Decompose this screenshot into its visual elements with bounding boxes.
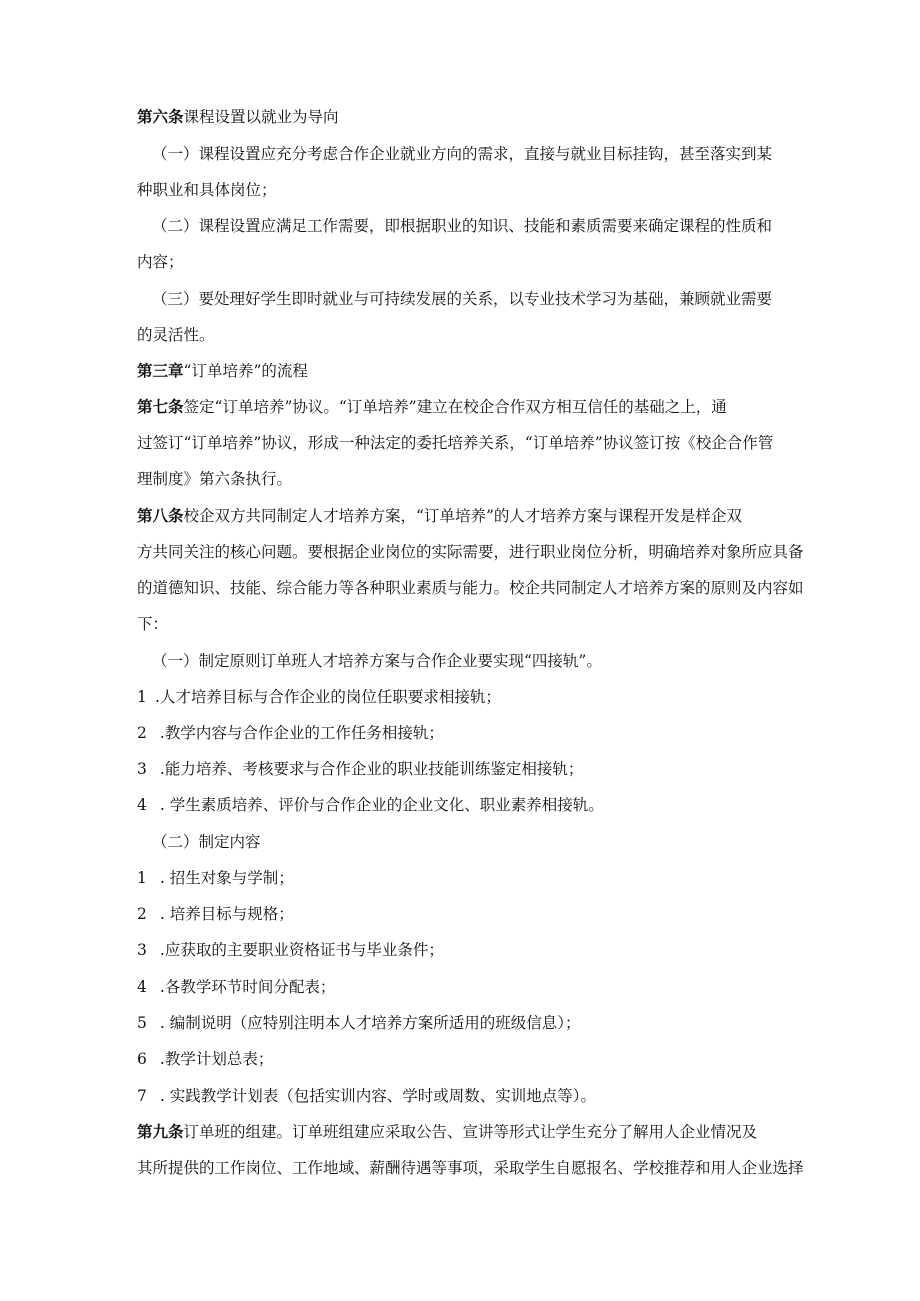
- list-text: .各教学环节时间分配表；: [155, 978, 336, 996]
- list-number: 2: [137, 905, 147, 923]
- list-item: [137, 1048, 827, 1070]
- list-item: [137, 939, 827, 961]
- paragraph-line: 的灵活性。: [137, 326, 215, 344]
- paragraph-line: 内容；: [137, 253, 184, 271]
- list-item: [137, 867, 827, 889]
- article8-first-line: [137, 505, 827, 527]
- chapter-label: 第三章: [137, 361, 184, 380]
- list-number: 1: [137, 688, 147, 706]
- paragraph-line: （三）要处理好学生即时就业与可持续发展的关系，以专业技术学习为基础，兼顾就业需要: [152, 290, 773, 308]
- chapter-title: “订单培养”的流程: [183, 362, 308, 380]
- list-number: 5: [137, 1014, 147, 1032]
- list-item: [137, 794, 827, 816]
- list-text: .应获取的主要职业资格证书与毕业条件；: [155, 941, 444, 959]
- article-label: 第六条: [137, 107, 184, 126]
- paragraph-text: 校企双方共同制定人才培养方案，“订单培养”的人才培养方案与课程开发是样企双: [183, 507, 742, 525]
- article-label: 第九条: [137, 1122, 184, 1141]
- list-item: [137, 722, 827, 744]
- list-number: 3: [137, 941, 147, 959]
- list-item: [137, 1012, 827, 1034]
- paragraph-line: 方共同关注的核心问题。要根据企业岗位的实际需要，进行职业岗位分析，明确培养对象所应具备: [137, 543, 804, 561]
- article-title: 课程设置以就业为导向: [183, 108, 339, 126]
- list-item: [137, 976, 827, 998]
- principle-title: （一）制定原则订单班人才培养方案与合作企业要实现“四接轨”。: [152, 652, 602, 670]
- paragraph-text: 签定“订单培养”协议。“订单培养”建立在校企合作双方相互信任的基础之上，通: [183, 398, 727, 416]
- list-number: 4: [137, 978, 147, 996]
- list-text: . 招生对象与学制；: [155, 869, 294, 887]
- list-text: . 学生素质培养、评价与合作企业的企业文化、职业素养相接轨。: [155, 796, 604, 814]
- list-text: .能力培养、考核要求与合作企业的职业技能训练鉴定相接轨；: [155, 760, 584, 778]
- list-number: 1: [137, 869, 147, 887]
- list-item: [137, 686, 827, 708]
- list-text: .教学内容与合作企业的工作任务相接轨；: [155, 724, 444, 742]
- article6-heading: [137, 106, 827, 128]
- paragraph-line: 的道德知识、技能、综合能力等各种职业素质与能力。校企共同制定人才培养方案的原则及内容如: [137, 579, 804, 597]
- content-title: （二）制定内容: [152, 833, 261, 851]
- article7-first-line: [137, 396, 827, 418]
- list-text: . 编制说明（应特别注明本人才培养方案所适用的班级信息）；: [155, 1014, 581, 1032]
- list-text: . 实践教学计划表（包括实训内容、学时或周数、实训地点等）。: [155, 1087, 597, 1105]
- list-number: 2: [137, 724, 147, 742]
- list-item: [137, 758, 827, 780]
- list-number: 7: [137, 1087, 147, 1105]
- list-text: . 培养目标与规格；: [155, 905, 294, 923]
- paragraph-line: 理制度》第六条执行。: [137, 470, 293, 488]
- list-item: [137, 903, 827, 925]
- article-label: 第八条: [137, 506, 184, 525]
- paragraph-line: 下：: [137, 615, 169, 633]
- paragraph-line: 过签订“订单培养”协议，形成一种法定的委托培养关系，“订单培养”协议签订按《校企合作管: [137, 434, 774, 452]
- paragraph-text: 订单班的组建。订单班组建应采取公告、宣讲等形式让学生充分了解用人企业情况及: [183, 1123, 758, 1141]
- article9-first-line: [137, 1121, 827, 1143]
- list-number: 4: [137, 796, 147, 814]
- list-number: 3: [137, 760, 147, 778]
- list-item: [137, 1085, 827, 1107]
- chapter3-heading: [137, 360, 827, 382]
- paragraph-line: （一）课程设置应充分考虑合作企业就业方向的需求，直接与就业目标挂钩，甚至落实到某: [152, 145, 773, 163]
- paragraph-line: 种职业和具体岗位；: [137, 181, 277, 199]
- list-text: .教学计划总表；: [155, 1050, 274, 1068]
- article-label: 第七条: [137, 397, 184, 416]
- list-number: 6: [137, 1050, 147, 1068]
- paragraph-line: （二）课程设置应满足工作需要，即根据职业的知识、技能和素质需要来确定课程的性质和: [152, 217, 773, 235]
- paragraph-line: 其所提供的工作岗位、工作地域、薪酬待遇等事项，采取学生自愿报名、学校推荐和用人企业选择: [137, 1159, 804, 1177]
- list-text: .人才培养目标与合作企业的岗位任职要求相接轨；: [155, 688, 501, 706]
